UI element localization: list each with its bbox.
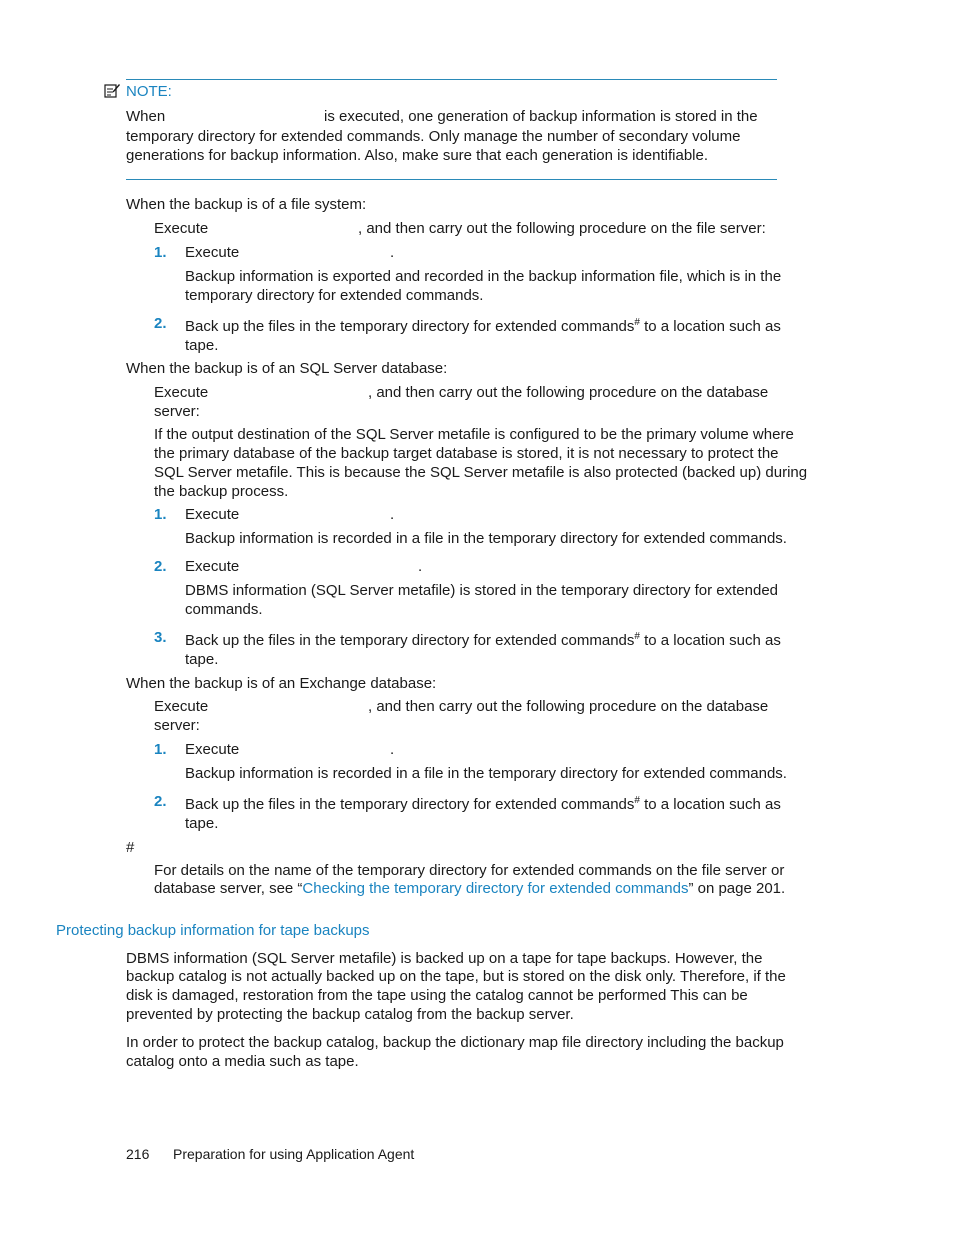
exch-step2-text-c: tape. (185, 815, 219, 832)
sql-para-3: SQL Server metafile. This is because the SQL Server metafile is also protected (backed up) during (154, 464, 808, 481)
section-para2-line-2: catalog onto a media such as tape. (126, 1053, 359, 1070)
note-pencil-icon (104, 82, 120, 98)
footnote-line-1: For details on the name of the temporary directory for extended commands on the file server or (154, 862, 785, 879)
exch-step1-pre: Execute (185, 741, 240, 758)
fs-step2-text-c: tape. (185, 337, 219, 354)
section-para1-line-1: DBMS information (SQL Server metafile) is backed up on a tape for tape backups. However, the (126, 950, 763, 967)
page-number: 216 (126, 1146, 150, 1162)
exch-step2-text-b: to a location such as (639, 796, 781, 813)
footnote-ref: # (634, 631, 640, 642)
sql-step3-text-b: to a location such as (639, 632, 781, 649)
note-label: NOTE: (126, 83, 172, 100)
fs-execute-post: , and then carry out the following procedure on the file server: (358, 220, 766, 237)
exch-step2-text (185, 795, 781, 814)
fs-step1-post: . (390, 244, 395, 261)
fs-step1-number: 1. (154, 244, 167, 261)
fs-step2-text-a: Back up the files in the temporary directory for extended commands (185, 318, 635, 335)
note-line-1-pre: When (126, 108, 166, 125)
sql-step3-text (185, 631, 781, 650)
exch-execute-cont: server: (154, 717, 200, 734)
sql-step1-number: 1. (154, 506, 167, 523)
section-para2-line-1: In order to protect the backup catalog, backup the dictionary map file directory including the backup (126, 1034, 784, 1051)
footnote-line-2-pre: database server, see “ (154, 880, 303, 897)
footnote-line-2-post: ” on page 201. (688, 880, 786, 897)
sql-step3-text-a: Back up the files in the temporary directory for extended commands (185, 632, 635, 649)
sql-step3-text-c: tape. (185, 651, 219, 668)
exch-heading: When the backup is of an Exchange database: (126, 675, 437, 692)
sql-para-2: the primary database of the backup target database is stored, it is not necessary to protect the (154, 445, 779, 462)
note-bottom-rule (126, 179, 777, 180)
sql-step2-desc-1: DBMS information (SQL Server metafile) is stored in the temporary directory for extended (185, 582, 779, 599)
fs-execute-pre: Execute (154, 220, 209, 237)
fs-heading: When the backup is of a file system: (126, 196, 367, 213)
fs-step2-number: 2. (154, 315, 167, 332)
sql-para-4: the backup process. (154, 483, 289, 500)
sql-step3-number: 3. (154, 629, 167, 646)
footnote-ref: # (634, 795, 640, 806)
section-heading: Protecting backup information for tape backups (56, 922, 370, 939)
sql-step2-number: 2. (154, 558, 167, 575)
note-line-2: temporary directory for extended commands. Only manage the number of secondary volume (126, 128, 741, 145)
note-top-rule (126, 79, 777, 80)
sql-step2-post: . (418, 558, 423, 575)
exch-step1-desc: Backup information is recorded in a file in the temporary directory for extended commands. (185, 765, 787, 782)
cross-reference-link[interactable]: Checking the temporary directory for extended commands (302, 880, 689, 897)
fs-step1-desc-2: temporary directory for extended commands. (185, 287, 484, 304)
fs-step2-text-b: to a location such as (639, 318, 781, 335)
footer-title: Preparation for using Application Agent (173, 1146, 415, 1162)
exch-step1-number: 1. (154, 741, 167, 758)
section-para1-line-3: disk is damaged, restoration from the tape using the catalog cannot be performed This can be (126, 987, 748, 1004)
note-line-1-post: is executed, one generation of backup information is stored in the (324, 108, 758, 125)
exch-step1-post: . (390, 741, 395, 758)
sql-step1-post: . (390, 506, 395, 523)
section-para1-line-2: backup catalog is not actually backed up on the tape, but is stored on the disk only. Therefore, if the (126, 968, 786, 985)
sql-execute-post: , and then carry out the following procedure on the database (368, 384, 769, 401)
sql-execute-pre: Execute (154, 384, 209, 401)
sql-execute-cont: server: (154, 403, 200, 420)
footnote-ref: # (634, 317, 640, 328)
exch-execute-pre: Execute (154, 698, 209, 715)
sql-step1-pre: Execute (185, 506, 240, 523)
sql-step1-desc: Backup information is recorded in a file in the temporary directory for extended commands. (185, 530, 787, 547)
sql-step2-desc-2: commands. (185, 601, 263, 618)
footnote-mark: # (126, 839, 135, 856)
fs-step1-desc-1: Backup information is exported and recorded in the backup information file, which is in the (185, 268, 782, 285)
sql-para-1: If the output destination of the SQL Server metafile is configured to be the primary volume where (154, 426, 794, 443)
sql-step2-pre: Execute (185, 558, 240, 575)
exch-step2-number: 2. (154, 793, 167, 810)
footnote-line-2 (154, 879, 785, 898)
exch-step2-text-a: Back up the files in the temporary directory for extended commands (185, 796, 635, 813)
sql-heading: When the backup is of an SQL Server database: (126, 360, 448, 377)
note-line-3: generations for backup information. Also, make sure that each generation is identifiable. (126, 147, 709, 164)
fs-step2-text (185, 317, 781, 336)
exch-execute-post: , and then carry out the following procedure on the database (368, 698, 769, 715)
section-para1-line-4: prevented by protecting the backup catalog from the backup server. (126, 1006, 574, 1023)
fs-step1-pre: Execute (185, 244, 240, 261)
